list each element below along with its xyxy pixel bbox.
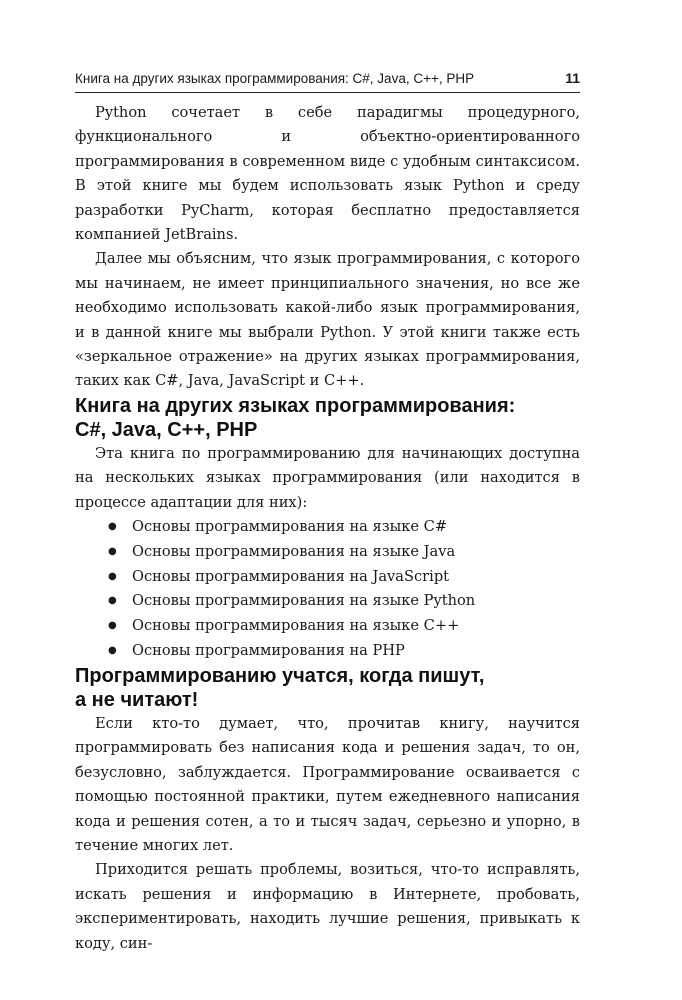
- list-item-text: Основы программирования на языке C#: [132, 518, 448, 536]
- section-heading-line: а не читают!: [75, 688, 199, 711]
- section-heading-line: Программированию учатся, когда пишут,: [75, 664, 485, 687]
- bullet-icon: ●: [108, 521, 117, 533]
- section1-intro-paragraph: Эта книга по программированию для начинающих доступна на нескольких языках программирования (или находится в процессе адаптации для них):: [75, 444, 580, 511]
- intro-paragraph-1: Python сочетает в себе парадигмы процедурного, функционального и объектно-ориентированного программирования в современном виде с удобным синтаксисом. В этой книге мы будем использовать язык Python и среду разработки PyCharm, которая бесплатно предоставляется компанией JetBrains.: [75, 104, 580, 244]
- list-item: [75, 639, 580, 664]
- list-item-text: Основы программирования на PHP: [132, 642, 405, 660]
- list-item: [75, 589, 580, 614]
- section-heading-learn-by-writing: [75, 664, 580, 712]
- bullet-icon: ●: [108, 595, 117, 607]
- list-item: [75, 540, 580, 565]
- list-item: [75, 614, 580, 639]
- section-heading-other-languages: [75, 394, 580, 442]
- list-item-text: Основы программирования на JavaScript: [132, 567, 450, 585]
- list-item-text: Основы программирования на языке Python: [132, 592, 476, 610]
- section2-paragraph-1: Если кто-то думает, что, прочитав книгу, научится программировать без написания кода и решения задач, то он, безусловно, заблуждается. Программирование осваивается с помощью постоянной практики, путем ежедневного написания кода и решения сотен, а то и тысяч задач, серьезно и упорно, в течение многих лет.: [75, 714, 580, 854]
- bullet-icon: ●: [108, 645, 117, 657]
- section-heading-line: Книга на других языках программирования:: [75, 394, 516, 417]
- running-title: Книга на других языках программирования: C#, Java, C++, PHP: [75, 71, 475, 86]
- bullet-icon: ●: [108, 570, 117, 582]
- page-number: 11: [565, 70, 580, 86]
- list-item: [75, 515, 580, 540]
- list-item-text: Основы программирования на языке C++: [132, 617, 460, 635]
- bullet-icon: ●: [108, 545, 117, 557]
- section-heading-line: C#, Java, C++, PHP: [75, 418, 258, 441]
- language-list: [75, 515, 580, 664]
- book-page: [75, 70, 580, 956]
- intro-paragraph-2: Далее мы объясним, что язык программирования, с которого мы начинаем, не имеет принципиального значения, но все же необходимо использовать какой-либо язык программирования, и в данной книге мы выбрали Python. У этой книги также есть «зеркальное отражение» на других языках программирования, таких как C#, Java, JavaScript и C++.: [75, 250, 580, 390]
- section2-paragraph-2: Приходится решать проблемы, возиться, что-то исправлять, искать решения и информацию в Интернете, пробовать, экспериментировать, находить лучшие решения, привыкать к коду, син-: [75, 861, 580, 952]
- list-item: [75, 565, 580, 590]
- list-item-text: Основы программирования на языке Java: [132, 542, 456, 560]
- running-header: [75, 70, 580, 93]
- bullet-icon: ●: [108, 620, 117, 632]
